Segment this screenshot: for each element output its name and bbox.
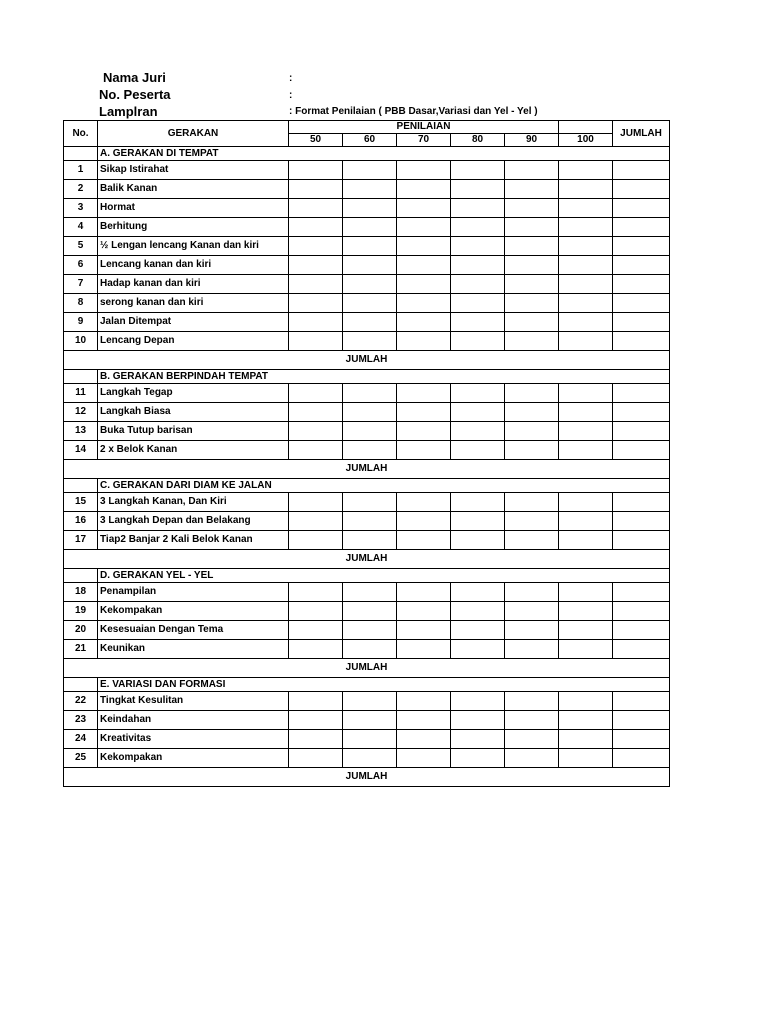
score-cell[interactable] <box>397 199 451 218</box>
table-row <box>64 384 670 403</box>
score-cell[interactable] <box>289 583 343 602</box>
section-row <box>64 678 670 692</box>
score-cell[interactable] <box>289 218 343 237</box>
score-cell[interactable] <box>559 441 613 460</box>
score-cell[interactable] <box>559 602 613 621</box>
row-total-cell[interactable] <box>613 692 670 711</box>
score-cell[interactable] <box>343 313 397 332</box>
table-row <box>64 403 670 422</box>
score-header: 70 <box>397 134 451 147</box>
row-number: 23 <box>64 711 98 730</box>
section-title: C. GERAKAN DARI DIAM KE JALAN <box>98 479 670 493</box>
assessment-table <box>63 120 670 787</box>
row-gerakan: ½ Lengan lencang Kanan dan kiri <box>98 237 289 256</box>
row-gerakan: Keunikan <box>98 640 289 659</box>
score-cell[interactable] <box>343 621 397 640</box>
score-cell[interactable] <box>397 730 451 749</box>
score-cell[interactable] <box>505 275 559 294</box>
row-total-cell[interactable] <box>613 422 670 441</box>
score-cell[interactable] <box>289 313 343 332</box>
score-cell[interactable] <box>451 422 505 441</box>
score-header: 60 <box>343 134 397 147</box>
score-cell[interactable] <box>505 640 559 659</box>
score-cell[interactable] <box>451 332 505 351</box>
score-cell[interactable] <box>343 403 397 422</box>
score-cell[interactable] <box>289 621 343 640</box>
score-cell[interactable] <box>451 512 505 531</box>
score-cell[interactable] <box>397 692 451 711</box>
score-cell[interactable] <box>505 294 559 313</box>
score-header: 100 <box>559 134 613 147</box>
row-total-cell[interactable] <box>613 256 670 275</box>
row-number: 1 <box>64 161 98 180</box>
score-cell[interactable] <box>505 441 559 460</box>
score-cell[interactable] <box>451 441 505 460</box>
row-number: 11 <box>64 384 98 403</box>
table-row <box>64 730 670 749</box>
score-cell[interactable] <box>505 749 559 768</box>
score-cell[interactable] <box>559 332 613 351</box>
row-number: 10 <box>64 332 98 351</box>
score-cell[interactable] <box>343 512 397 531</box>
score-cell[interactable] <box>559 294 613 313</box>
row-total-cell[interactable] <box>613 403 670 422</box>
score-cell[interactable] <box>289 749 343 768</box>
row-number: 14 <box>64 441 98 460</box>
section-row <box>64 147 670 161</box>
label-lampiran: Lamplran <box>99 104 158 119</box>
header-no: No. <box>64 121 98 147</box>
score-cell[interactable] <box>289 161 343 180</box>
score-cell[interactable] <box>397 583 451 602</box>
score-cell[interactable] <box>343 749 397 768</box>
table-row <box>64 441 670 460</box>
section-total-row <box>64 768 670 787</box>
row-total-cell[interactable] <box>613 294 670 313</box>
score-cell[interactable] <box>505 256 559 275</box>
row-total-cell[interactable] <box>613 237 670 256</box>
table-row <box>64 602 670 621</box>
score-cell[interactable] <box>505 384 559 403</box>
score-cell[interactable] <box>451 493 505 512</box>
row-gerakan: Lencang Depan <box>98 332 289 351</box>
score-cell[interactable] <box>559 161 613 180</box>
section-row <box>64 569 670 583</box>
score-cell[interactable] <box>559 313 613 332</box>
row-number: 18 <box>64 583 98 602</box>
section-total-label: JUMLAH <box>64 351 670 370</box>
score-cell[interactable] <box>343 422 397 441</box>
row-number: 8 <box>64 294 98 313</box>
row-number: 9 <box>64 313 98 332</box>
score-cell[interactable] <box>505 403 559 422</box>
table-row <box>64 199 670 218</box>
score-cell[interactable] <box>397 749 451 768</box>
row-number: 20 <box>64 621 98 640</box>
score-cell[interactable] <box>343 294 397 313</box>
score-cell[interactable] <box>289 730 343 749</box>
score-cell[interactable] <box>343 237 397 256</box>
section-spacer-cell <box>64 569 98 583</box>
score-cell[interactable] <box>505 512 559 531</box>
score-cell[interactable] <box>559 275 613 294</box>
score-cell[interactable] <box>451 237 505 256</box>
row-gerakan: Keindahan <box>98 711 289 730</box>
row-total-cell[interactable] <box>613 332 670 351</box>
score-cell[interactable] <box>451 749 505 768</box>
row-total-cell[interactable] <box>613 161 670 180</box>
score-header: 80 <box>451 134 505 147</box>
section-total-row <box>64 659 670 678</box>
score-cell[interactable] <box>343 711 397 730</box>
score-cell[interactable] <box>289 199 343 218</box>
score-cell[interactable] <box>397 531 451 550</box>
score-cell[interactable] <box>289 403 343 422</box>
header-penilaian: PENILAIAN <box>289 121 559 134</box>
score-cell[interactable] <box>505 621 559 640</box>
row-number: 7 <box>64 275 98 294</box>
score-cell[interactable] <box>289 493 343 512</box>
row-gerakan: Kreativitas <box>98 730 289 749</box>
section-total-row <box>64 460 670 479</box>
score-cell[interactable] <box>451 692 505 711</box>
score-cell[interactable] <box>397 403 451 422</box>
score-cell[interactable] <box>451 602 505 621</box>
score-cell[interactable] <box>559 531 613 550</box>
row-total-cell[interactable] <box>613 711 670 730</box>
row-total-cell[interactable] <box>613 275 670 294</box>
score-cell[interactable] <box>343 199 397 218</box>
section-total-row <box>64 550 670 569</box>
score-cell[interactable] <box>451 403 505 422</box>
row-total-cell[interactable] <box>613 199 670 218</box>
row-number: 25 <box>64 749 98 768</box>
row-number: 12 <box>64 403 98 422</box>
table-row <box>64 332 670 351</box>
row-number: 2 <box>64 180 98 199</box>
score-cell[interactable] <box>289 512 343 531</box>
score-cell[interactable] <box>559 256 613 275</box>
score-cell[interactable] <box>289 275 343 294</box>
row-gerakan: Kekompakan <box>98 749 289 768</box>
score-cell[interactable] <box>397 294 451 313</box>
score-cell[interactable] <box>397 256 451 275</box>
label-no-peserta: No. Peserta <box>99 87 171 102</box>
row-gerakan: Balik Kanan <box>98 180 289 199</box>
score-cell[interactable] <box>559 218 613 237</box>
score-cell[interactable] <box>505 422 559 441</box>
row-gerakan: 2 x Belok Kanan <box>98 441 289 460</box>
score-cell[interactable] <box>289 602 343 621</box>
row-gerakan: Kekompakan <box>98 602 289 621</box>
section-spacer-cell <box>64 370 98 384</box>
row-total-cell[interactable] <box>613 384 670 403</box>
row-total-cell[interactable] <box>613 313 670 332</box>
score-cell[interactable] <box>289 640 343 659</box>
row-number: 4 <box>64 218 98 237</box>
score-cell[interactable] <box>559 384 613 403</box>
score-cell[interactable] <box>397 493 451 512</box>
row-gerakan: Tiap2 Banjar 2 Kali Belok Kanan <box>98 531 289 550</box>
row-gerakan: 3 Langkah Depan dan Belakang <box>98 512 289 531</box>
table-row <box>64 161 670 180</box>
row-gerakan: Tingkat Kesulitan <box>98 692 289 711</box>
section-title: B. GERAKAN BERPINDAH TEMPAT <box>98 370 670 384</box>
row-total-cell[interactable] <box>613 180 670 199</box>
score-cell[interactable] <box>343 640 397 659</box>
score-cell[interactable] <box>559 749 613 768</box>
score-cell[interactable] <box>451 384 505 403</box>
row-number: 16 <box>64 512 98 531</box>
section-total-label: JUMLAH <box>64 550 670 569</box>
table-row <box>64 493 670 512</box>
row-number: 17 <box>64 531 98 550</box>
row-gerakan: Hadap kanan dan kiri <box>98 275 289 294</box>
score-cell[interactable] <box>289 692 343 711</box>
score-cell[interactable] <box>289 332 343 351</box>
score-cell[interactable] <box>451 621 505 640</box>
score-cell[interactable] <box>343 218 397 237</box>
score-cell[interactable] <box>289 441 343 460</box>
score-cell[interactable] <box>505 583 559 602</box>
score-header: 50 <box>289 134 343 147</box>
score-cell[interactable] <box>505 180 559 199</box>
score-cell[interactable] <box>397 275 451 294</box>
score-cell[interactable] <box>559 512 613 531</box>
header-gerakan: GERAKAN <box>98 121 289 147</box>
table-row <box>64 692 670 711</box>
row-total-cell[interactable] <box>613 493 670 512</box>
row-gerakan: Langkah Tegap <box>98 384 289 403</box>
score-cell[interactable] <box>505 218 559 237</box>
table-row <box>64 583 670 602</box>
score-cell[interactable] <box>559 422 613 441</box>
row-gerakan: Penampilan <box>98 583 289 602</box>
row-gerakan: Lencang kanan dan kiri <box>98 256 289 275</box>
score-cell[interactable] <box>343 332 397 351</box>
row-number: 6 <box>64 256 98 275</box>
table-row <box>64 711 670 730</box>
score-cell[interactable] <box>505 199 559 218</box>
row-total-cell[interactable] <box>613 640 670 659</box>
score-cell[interactable] <box>397 621 451 640</box>
row-gerakan: Kesesuaian Dengan Tema <box>98 621 289 640</box>
table-row <box>64 621 670 640</box>
row-number: 19 <box>64 602 98 621</box>
score-cell[interactable] <box>397 422 451 441</box>
section-title: A. GERAKAN DI TEMPAT <box>98 147 670 161</box>
score-cell[interactable] <box>451 161 505 180</box>
score-cell[interactable] <box>289 422 343 441</box>
row-gerakan: Jalan Ditempat <box>98 313 289 332</box>
section-total-label: JUMLAH <box>64 659 670 678</box>
score-cell[interactable] <box>505 237 559 256</box>
score-cell[interactable] <box>397 332 451 351</box>
score-cell[interactable] <box>451 199 505 218</box>
score-cell[interactable] <box>505 692 559 711</box>
score-cell[interactable] <box>505 730 559 749</box>
row-number: 15 <box>64 493 98 512</box>
score-cell[interactable] <box>343 441 397 460</box>
score-cell[interactable] <box>559 621 613 640</box>
score-cell[interactable] <box>451 531 505 550</box>
row-total-cell[interactable] <box>613 441 670 460</box>
score-cell[interactable] <box>451 313 505 332</box>
row-number: 3 <box>64 199 98 218</box>
score-cell[interactable] <box>343 275 397 294</box>
score-cell[interactable] <box>559 730 613 749</box>
score-cell[interactable] <box>397 384 451 403</box>
score-cell[interactable] <box>343 583 397 602</box>
section-spacer-cell <box>64 678 98 692</box>
row-gerakan: Langkah Biasa <box>98 403 289 422</box>
table-row <box>64 237 670 256</box>
row-number: 5 <box>64 237 98 256</box>
score-cell[interactable] <box>289 180 343 199</box>
row-total-cell[interactable] <box>613 749 670 768</box>
score-cell[interactable] <box>343 493 397 512</box>
row-gerakan: 3 Langkah Kanan, Dan Kiri <box>98 493 289 512</box>
table-row <box>64 218 670 237</box>
row-total-cell[interactable] <box>613 218 670 237</box>
row-gerakan: serong kanan dan kiri <box>98 294 289 313</box>
score-cell[interactable] <box>343 180 397 199</box>
table-row <box>64 275 670 294</box>
score-cell[interactable] <box>451 640 505 659</box>
row-total-cell[interactable] <box>613 531 670 550</box>
row-total-cell[interactable] <box>613 583 670 602</box>
score-cell[interactable] <box>343 531 397 550</box>
score-cell[interactable] <box>451 275 505 294</box>
table-row <box>64 180 670 199</box>
table-row <box>64 313 670 332</box>
score-cell[interactable] <box>451 180 505 199</box>
score-cell[interactable] <box>397 512 451 531</box>
score-cell[interactable] <box>559 493 613 512</box>
score-cell[interactable] <box>559 237 613 256</box>
section-row <box>64 479 670 493</box>
score-cell[interactable] <box>289 384 343 403</box>
section-total-label: JUMLAH <box>64 768 670 787</box>
row-gerakan: Hormat <box>98 199 289 218</box>
score-cell[interactable] <box>451 711 505 730</box>
row-total-cell[interactable] <box>613 621 670 640</box>
section-spacer-cell <box>64 147 98 161</box>
score-cell[interactable] <box>451 583 505 602</box>
value-lampiran: : Format Penilaian ( PBB Dasar,Variasi dan Yel - Yel ) <box>289 106 538 117</box>
score-cell[interactable] <box>559 711 613 730</box>
score-cell[interactable] <box>559 583 613 602</box>
section-spacer-cell <box>64 479 98 493</box>
score-cell[interactable] <box>397 161 451 180</box>
score-cell[interactable] <box>451 730 505 749</box>
score-cell[interactable] <box>343 256 397 275</box>
score-cell[interactable] <box>397 640 451 659</box>
score-cell[interactable] <box>451 256 505 275</box>
score-cell[interactable] <box>505 161 559 180</box>
colon-nama-juri: : <box>289 73 293 84</box>
table-row <box>64 294 670 313</box>
score-cell[interactable] <box>505 531 559 550</box>
score-cell[interactable] <box>397 711 451 730</box>
score-cell[interactable] <box>343 384 397 403</box>
score-cell[interactable] <box>343 161 397 180</box>
row-gerakan: Buka Tutup barisan <box>98 422 289 441</box>
section-title: D. GERAKAN YEL - YEL <box>98 569 670 583</box>
score-cell[interactable] <box>559 180 613 199</box>
score-cell[interactable] <box>559 640 613 659</box>
section-total-label: JUMLAH <box>64 460 670 479</box>
score-cell[interactable] <box>289 531 343 550</box>
score-cell[interactable] <box>397 237 451 256</box>
row-total-cell[interactable] <box>613 602 670 621</box>
score-cell[interactable] <box>451 294 505 313</box>
score-cell[interactable] <box>397 218 451 237</box>
table-row <box>64 749 670 768</box>
score-cell[interactable] <box>397 602 451 621</box>
score-cell[interactable] <box>343 692 397 711</box>
table-row <box>64 512 670 531</box>
score-cell[interactable] <box>559 403 613 422</box>
header-jumlah: JUMLAH <box>613 121 670 147</box>
score-cell[interactable] <box>289 256 343 275</box>
header-blank-cell <box>559 121 613 134</box>
score-cell[interactable] <box>289 237 343 256</box>
score-cell[interactable] <box>397 441 451 460</box>
section-title: E. VARIASI DAN FORMASI <box>98 678 670 692</box>
score-cell[interactable] <box>397 313 451 332</box>
row-total-cell[interactable] <box>613 512 670 531</box>
table-row <box>64 422 670 441</box>
score-cell[interactable] <box>505 493 559 512</box>
table-row <box>64 256 670 275</box>
row-number: 21 <box>64 640 98 659</box>
row-gerakan: Berhitung <box>98 218 289 237</box>
row-number: 22 <box>64 692 98 711</box>
row-number: 13 <box>64 422 98 441</box>
score-cell[interactable] <box>505 602 559 621</box>
table-row <box>64 640 670 659</box>
score-cell[interactable] <box>559 692 613 711</box>
row-gerakan: Sikap Istirahat <box>98 161 289 180</box>
score-cell[interactable] <box>343 602 397 621</box>
score-cell[interactable] <box>289 294 343 313</box>
score-cell[interactable] <box>451 218 505 237</box>
score-cell[interactable] <box>505 313 559 332</box>
score-cell[interactable] <box>289 711 343 730</box>
score-cell[interactable] <box>397 180 451 199</box>
score-header: 90 <box>505 134 559 147</box>
score-cell[interactable] <box>559 199 613 218</box>
colon-no-peserta: : <box>289 90 293 101</box>
row-total-cell[interactable] <box>613 730 670 749</box>
section-row <box>64 370 670 384</box>
score-cell[interactable] <box>505 332 559 351</box>
score-cell[interactable] <box>343 730 397 749</box>
table-row <box>64 531 670 550</box>
row-number: 24 <box>64 730 98 749</box>
score-cell[interactable] <box>505 711 559 730</box>
label-nama-juri: Nama Juri <box>103 70 166 85</box>
section-total-row <box>64 351 670 370</box>
